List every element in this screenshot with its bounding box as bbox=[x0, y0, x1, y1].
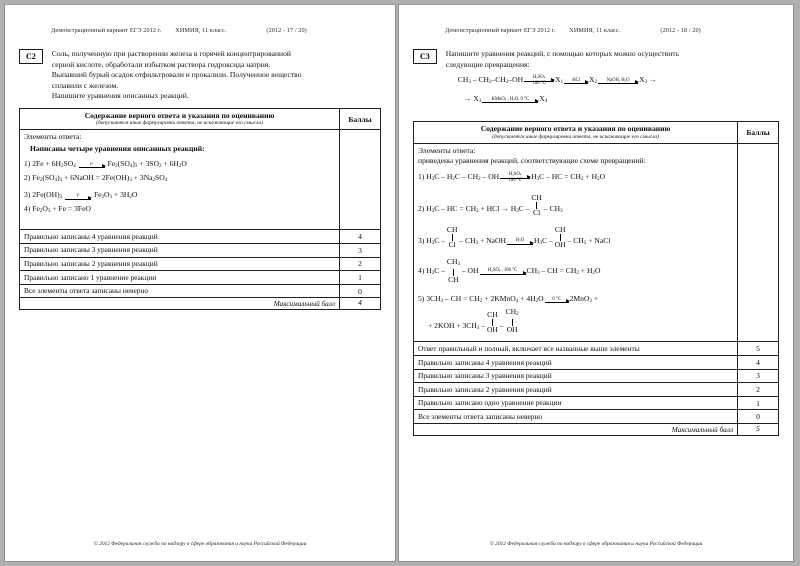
table-row bbox=[20, 284, 381, 298]
header-variant: Демонстрационный вариант ЕГЭ 2012 г. bbox=[51, 27, 162, 34]
table-row bbox=[414, 396, 779, 410]
criterion-label: Правильно записано одно уравнение реакции bbox=[414, 396, 738, 410]
criterion-score: 1 bbox=[340, 271, 381, 285]
equation-5: 5) $3CH_3$ – CH = $CH_2$ + 2KMnO$_4$ + $4H_2O$ 0 °C 2MnO$_2$ + bbox=[418, 294, 599, 305]
equation-2: 2) $H_3C$ – HC = $CH_2$ + HCl → $H_3C$ – CH Cl – $CH_3$ bbox=[418, 193, 563, 218]
max-score-row bbox=[414, 424, 779, 436]
criterion-score: 0 bbox=[340, 284, 381, 298]
page-left bbox=[4, 4, 396, 562]
header-content-cell bbox=[414, 122, 738, 144]
criterion-label: Правильно записаны 2 уравнения реакций bbox=[20, 257, 340, 271]
reaction-arrow-icon: KMnO$_4$ , $H_2O$, 0 °C bbox=[482, 96, 538, 104]
equation-1: 1) $H_3C - H_2C - CH_2$ – OH $\frac{H_2SO_4}{180 ^\circ C}$ $H_3C$ – HC = $CH_2 + H_2O$ bbox=[418, 171, 606, 183]
header-content-cell bbox=[20, 108, 340, 130]
criterion-score: 5 bbox=[738, 342, 779, 356]
equation-1: 1) $2Fe + 6H_2SO_4$ $t^o$ $Fe_2(SO_4)_3 + 3SO_2 + 6H_2O$ bbox=[24, 158, 187, 170]
equation-3: 3) $2Fe(OH)_3$ $t^o$ $Fe_2O_3 + 3H_2O$ bbox=[24, 190, 138, 201]
header-subject: ХИМИЯ, 11 класс. bbox=[569, 27, 621, 34]
max-score-label: Максимальный балл bbox=[414, 424, 738, 436]
criterion-label: Правильно записаны 3 уравнения реакций bbox=[414, 369, 738, 383]
grading-table-c2 bbox=[19, 108, 381, 310]
substituent-stack-up: $CH_3$ CH bbox=[446, 257, 460, 285]
criterion-score: 3 bbox=[738, 369, 779, 383]
substituent-stack: CH OH bbox=[486, 310, 498, 335]
answer-score-cell bbox=[738, 143, 779, 341]
reaction-arrow-icon: $H_2O$ bbox=[507, 237, 533, 245]
table-row bbox=[20, 271, 381, 285]
header-main-text: Содержание верного ответа и указания по оцениванию bbox=[480, 124, 671, 134]
table-row bbox=[414, 356, 779, 370]
max-score-value: 5 bbox=[738, 424, 779, 436]
substituent-stack: CH Cl bbox=[446, 225, 458, 250]
task-line-5: Напишите уравнения описанных реакций. bbox=[51, 91, 189, 101]
reaction-arrow-icon: NaOH, $H_2O$ bbox=[598, 77, 638, 85]
equation-3: 3) $H_3C$ – CH Cl – $CH_3$ + NaOH $H_2O$ $H_3C$ – CH OH – $CH_3$ + NaCl bbox=[418, 225, 611, 250]
header-variant: Демонстрационный вариант ЕГЭ 2012 г. bbox=[445, 27, 556, 34]
substituent-stack: CH Cl bbox=[531, 193, 542, 218]
page-header-left bbox=[19, 27, 381, 34]
answer-content-cell bbox=[414, 143, 738, 341]
table-row bbox=[20, 257, 381, 271]
page-footer-right bbox=[399, 541, 793, 547]
answer-content-cell bbox=[20, 130, 340, 230]
criterion-label: Ответ правильный и полный, включает все названные выше элементы bbox=[414, 342, 738, 356]
table-row bbox=[20, 230, 381, 244]
criterion-label: Правильно записаны 3 уравнения реакций bbox=[20, 243, 340, 257]
table-header-row bbox=[414, 122, 779, 144]
reaction-arrow-icon: 0 °C bbox=[545, 296, 569, 303]
task-line-2: следующие превращения: bbox=[445, 59, 530, 69]
equation-2: 2) $Fe_2(SO_4)_3$ + 6NaOH = $2Fe(OH)_3 + 3Na_2SO_4$ bbox=[24, 173, 168, 184]
header-subject: ХИМИЯ, 11 класс. bbox=[175, 27, 227, 34]
reaction-arrow-icon: $\frac{H_2SO_4}{180 ^\circ C}$ bbox=[500, 171, 530, 184]
substituent-stack: $CH_2$ OH bbox=[505, 307, 519, 335]
answer-row bbox=[414, 143, 779, 341]
answer-lead: Элементы ответа: bbox=[418, 145, 476, 155]
header-sub-text: (допускаются иные формулировки ответа, не искажающие его смысла) bbox=[96, 120, 263, 127]
reaction-arrow-icon: $t^o$ bbox=[79, 160, 105, 168]
equation-4: 4) $Fe_2O_3 + Fe = 3FeO$ bbox=[24, 204, 91, 215]
criterion-label: Все элементы ответа записаны неверно bbox=[414, 410, 738, 424]
footer-text: © 2012 Федеральная служба по надзору в сфере образования и науки Российской Федерации bbox=[489, 541, 703, 547]
criterion-score: 2 bbox=[340, 257, 381, 271]
criterion-score: 0 bbox=[738, 410, 779, 424]
footer-text: © 2012 Федеральная служба по надзору в сфере образования и науки Российской Федерации bbox=[93, 541, 307, 547]
page-header-right bbox=[413, 27, 779, 34]
answer-row bbox=[20, 130, 381, 230]
header-pagenum: (2012 - 17 / 20) bbox=[266, 27, 307, 34]
page-footer-left bbox=[5, 541, 395, 547]
task-c2 bbox=[19, 49, 381, 102]
criterion-label: Все элементы ответа записаны неверно bbox=[20, 284, 340, 298]
task-line-1: Напишите уравнения реакций, с помощью которых можно осуществить bbox=[445, 49, 680, 58]
reaction-arrow-icon: HCl bbox=[564, 77, 588, 84]
answer-score-cell bbox=[340, 130, 381, 230]
task-code-c3: C3 bbox=[413, 49, 437, 64]
criterion-score: 4 bbox=[738, 356, 779, 370]
task-line-4: сплавили с железом. bbox=[51, 80, 119, 90]
task-code-c2: C2 bbox=[19, 49, 43, 64]
table-row bbox=[414, 410, 779, 424]
transformation-scheme-line-2: → $X_3$ KMnO$_4$ , $H_2O$, 0 °C $X_4$ bbox=[463, 94, 548, 105]
transformation-scheme-line-1: $CH_3 - CH_2-CH_2-OH$ $\frac{H_2SO_4}{180 ^\circ C}$ $X_1$ HCl $X_2$ NaOH, $H_2O$ $X_3$ → bbox=[457, 75, 657, 86]
equation-5-line2: + $2KOH + 3CH_3$ – CH OH – $CH_2$ OH bbox=[428, 307, 519, 335]
criterion-score: 1 bbox=[738, 396, 779, 410]
criterion-label: Правильно записаны 4 уравнения реакций bbox=[20, 230, 340, 244]
table-row bbox=[20, 243, 381, 257]
criterion-score: 3 bbox=[340, 243, 381, 257]
equation-4: 4) $H_3C - CH_3$ CH – OH $H_2SO_4$ , 180 °C $CH_3$ – CH = $CH_2 + H_2O$ bbox=[418, 257, 601, 285]
header-main-text: Содержание верного ответа и указания по оцениванию bbox=[84, 110, 275, 120]
task-text-c3 bbox=[446, 49, 779, 107]
header-score-cell: Баллы bbox=[738, 122, 779, 144]
task-c3 bbox=[413, 49, 779, 107]
reaction-arrow-icon: $\frac{H_2SO_4}{180 ^\circ C}$ bbox=[524, 74, 554, 87]
header-score-cell: Баллы bbox=[340, 108, 381, 130]
criterion-label: Правильно записаны 2 уравнения реакций bbox=[414, 383, 738, 397]
task-line-3: Выпавший бурый осадок отфильтровали и прокалили. Полученное вещество bbox=[51, 70, 302, 80]
table-row bbox=[414, 342, 779, 356]
answer-sublead: приведены уравнения реакций, соответствующие схеме превращений: bbox=[418, 156, 646, 166]
criterion-label: Правильно записано 1 уравнение реакции bbox=[20, 271, 340, 285]
max-score-value: 4 bbox=[340, 298, 381, 310]
criterion-score: 4 bbox=[340, 230, 381, 244]
max-score-label: Максимальный балл bbox=[20, 298, 340, 310]
criterion-score: 2 bbox=[738, 383, 779, 397]
reaction-arrow-icon: $t^o$ bbox=[65, 191, 91, 199]
answer-lead: Элементы ответа: bbox=[24, 132, 82, 142]
task-line-2: серной кислоте, обработали избытком раствора гидроксида натрия. bbox=[51, 59, 271, 69]
answer-sublead: Написаны четыре уравнения описанных реакций: bbox=[30, 144, 205, 154]
page-right bbox=[398, 4, 794, 562]
max-score-row bbox=[20, 298, 381, 310]
header-pagenum: (2012 - 18 / 20) bbox=[660, 27, 701, 34]
reaction-arrow-icon: $H_2SO_4$ , 180 °C bbox=[480, 267, 526, 275]
table-row bbox=[414, 383, 779, 397]
table-header-row bbox=[20, 108, 381, 130]
grading-table-c3 bbox=[413, 121, 779, 436]
task-line-1: Соль, полученную при растворении железа в горячей концентрированной bbox=[51, 49, 291, 58]
header-sub-text: (допускаются иные формулировки ответа, не искажающие его смысла) bbox=[492, 133, 659, 140]
substituent-stack: CH OH bbox=[554, 225, 566, 250]
criterion-label: Правильно записаны 4 уравнения реакций bbox=[414, 356, 738, 370]
task-text-c2 bbox=[52, 49, 381, 102]
table-row bbox=[414, 369, 779, 383]
